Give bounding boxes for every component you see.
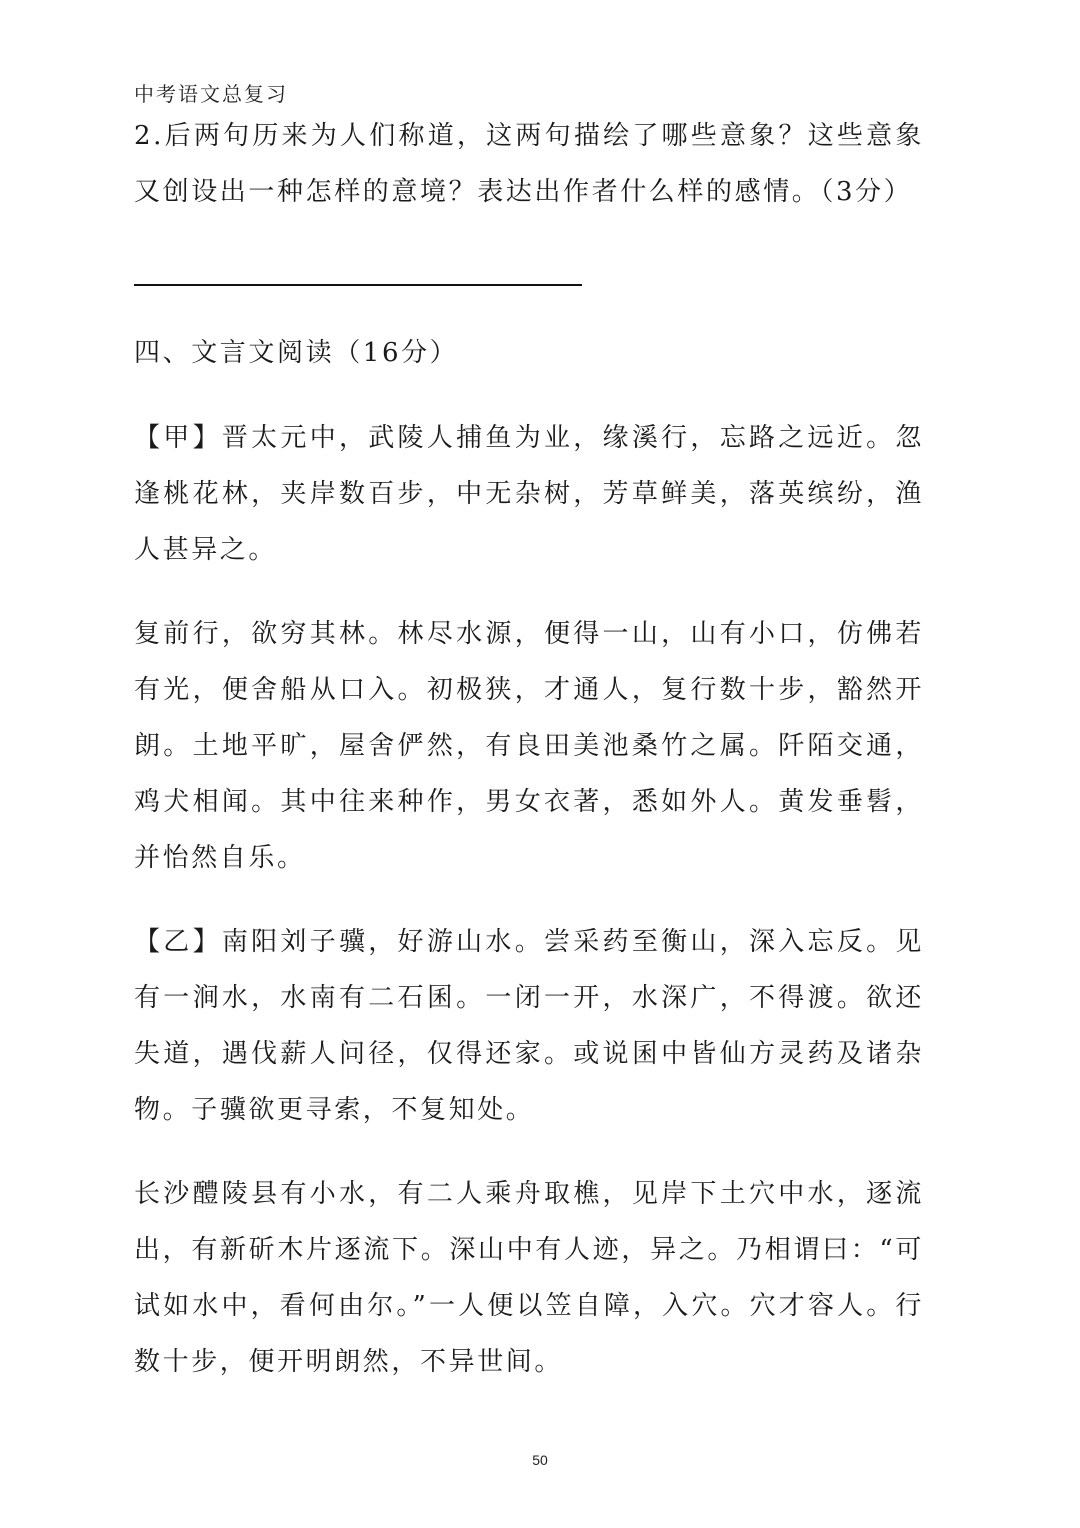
passage-yi-paragraph-1: 【乙】南阳刘子骥，好游山水。尝采药至衡山，深入忘反。见有一涧水，水南有二石囷。一闭一开，水深广，不得渡。欲还失道，遇伐薪人问径，仅得还家。或说囷中皆仙方灵药及诸杂物。子骥欲更寻索，不复知处。 [134,927,924,1125]
question-2-text: 2.后两句历来为人们称道，这两句描绘了哪些意象？这些意象又创设出一种怎样的意境？表达出作者什么样的感情。（3分） [134,121,924,207]
passage-jia-paragraph-2: 复前行，欲穷其林。林尽水源，便得一山，山有小口，仿佛若有光，便舍船从口入。初极狭，才通人，复行数十步，豁然开朗。土地平旷，屋舍俨然，有良田美池桑竹之属。阡陌交通，鸡犬相闻。其中往来种作，男女衣著，悉如外人。黄发垂髫，并怡然自乐。 [134,619,924,873]
page-number: 50 [532,1452,548,1468]
section-title-classical-reading: 四、文言文阅读（16分） [134,338,459,368]
answer-blank-line [134,284,582,286]
passage-yi-paragraph-2: 长沙醴陵县有小水，有二人乘舟取樵，见岸下土穴中水，逐流出，有新斫木片逐流下。深山中有人迹，异之。乃相谓曰：“可试如水中，看何由尔。”一人便以笠自障，入穴。穴才容人。行数十步，便开明朗然，不异世间。 [134,1179,924,1377]
running-header: 中考语文总复习 [134,82,288,106]
passage-jia-paragraph-1: 【甲】晋太元中，武陵人捕鱼为业，缘溪行，忘路之远近。忽逢桃花林，夹岸数百步，中无杂树，芳草鲜美，落英缤纷，渔人甚异之。 [134,423,924,565]
